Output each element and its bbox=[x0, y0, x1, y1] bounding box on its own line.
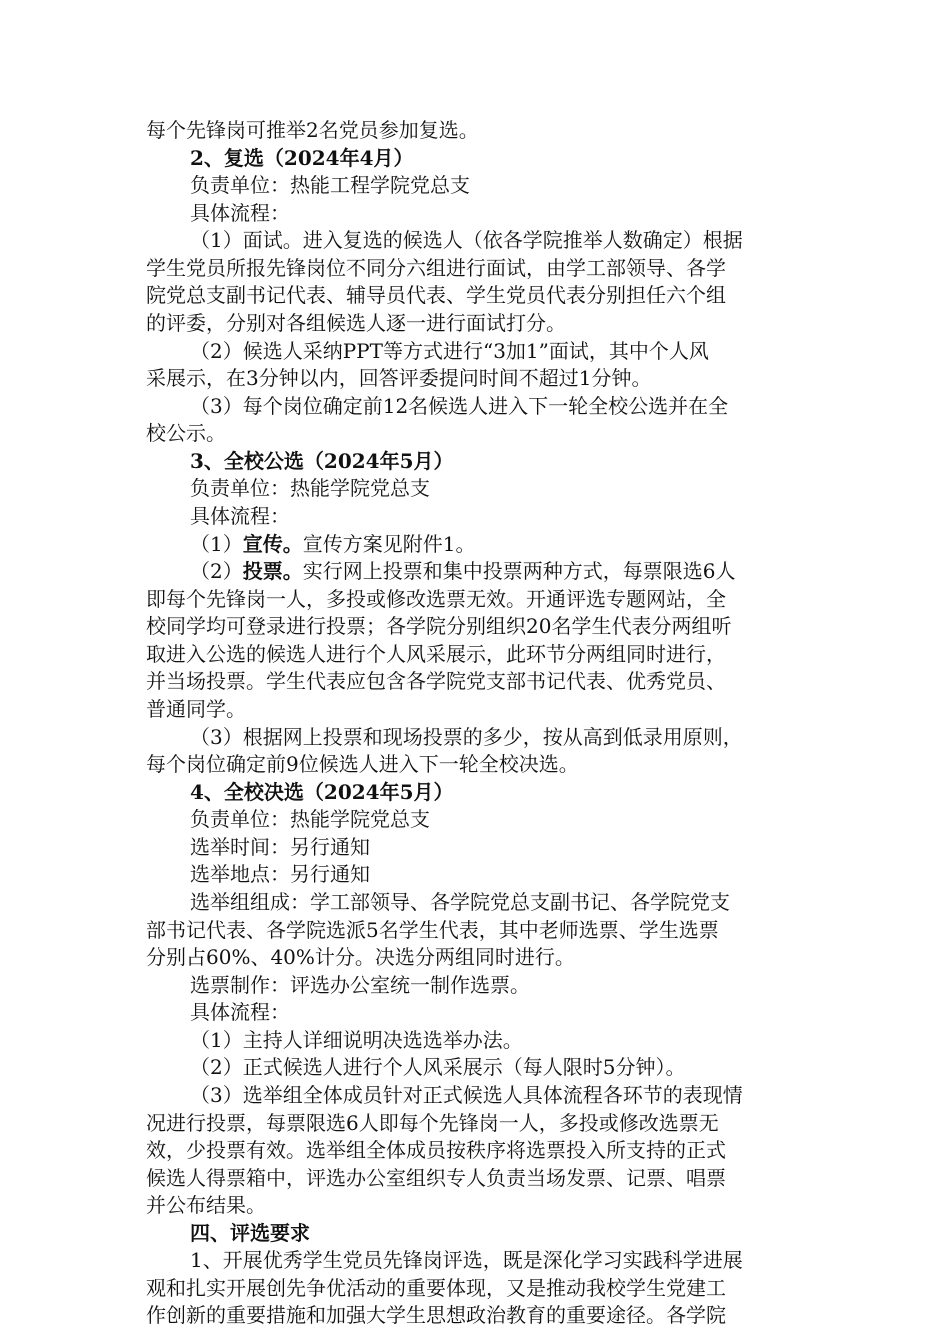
text-line: （2）正式候选人进行个人风采展示（每人限时5分钟）。 bbox=[190, 1055, 686, 1080]
text-line: 选举地点：另行通知 bbox=[190, 862, 370, 887]
text-line: （3）选举组全体成员针对正式候选人具体流程各环节的表现情 bbox=[190, 1082, 743, 1107]
section-heading: 2、复选（2024年4月） bbox=[190, 145, 414, 170]
text-line: （3）根据网上投票和现场投票的多少，按从高到低录用原则， bbox=[190, 724, 743, 749]
text-line bbox=[190, 558, 735, 586]
text-line: （1）面试。进入复选的候选人（依各学院推举人数确定）根据 bbox=[190, 228, 743, 253]
text-line: 每个先锋岗可推举2名党员参加复选。 bbox=[146, 118, 479, 142]
section-heading: 3、全校公选（2024年5月） bbox=[190, 448, 454, 473]
text-line: （1）主持人详细说明决选选举办法。 bbox=[190, 1027, 523, 1052]
text-line: 具体流程： bbox=[190, 1000, 290, 1025]
text-line: 分别占60%、40%计分。决选分两组同时进行。 bbox=[146, 945, 575, 969]
text-line: 选票制作：评选办公室统一制作选票。 bbox=[190, 972, 530, 997]
text-line: 并当场投票。学生代表应包含各学院党支部书记代表、优秀党员、 bbox=[146, 669, 726, 694]
step-keyword: 投票。 bbox=[242, 559, 303, 584]
text-line: 院党总支副书记代表、辅导员代表、学生党员代表分别担任六个组 bbox=[146, 283, 726, 308]
text-line: 候选人得票箱中，评选办公室组织专人负责当场发票、记票、唱票 bbox=[146, 1165, 726, 1190]
text-line: 普通同学。 bbox=[146, 696, 246, 721]
step-number: （2） bbox=[190, 559, 243, 584]
text-line: 况进行投票，每票限选6人即每个先锋岗一人，多投或修改选票无 bbox=[146, 1110, 719, 1135]
text-line bbox=[190, 531, 475, 559]
text-line: 观和扎实开展创先争优活动的重要体现，又是推动我校学生党建工 bbox=[146, 1275, 726, 1300]
text-line: 每个岗位确定前9位候选人进入下一轮全校决选。 bbox=[146, 752, 579, 777]
section-heading: 4、全校决选（2024年5月） bbox=[190, 779, 454, 804]
text-line: 的评委，分别对各组候选人逐一进行面试打分。 bbox=[146, 311, 566, 335]
text-line: 校公示。 bbox=[146, 421, 226, 446]
text-line: 取进入公选的候选人进行个人风采展示，此环节分两组同时进行， bbox=[146, 641, 726, 666]
section-heading: 四、评选要求 bbox=[190, 1220, 310, 1245]
text-line: （2）候选人采纳PPT等方式进行“3加1”面试，其中个人风 bbox=[190, 338, 709, 363]
text-line: 部书记代表、各学院选派5名学生代表，其中老师选票、学生选票 bbox=[146, 917, 719, 942]
text-line: 选举组组成：学工部领导、各学院党总支副书记、各学院党支 bbox=[190, 889, 730, 914]
text-line: 负责单位：热能学院党总支 bbox=[190, 807, 430, 832]
step-text: 宣传方案见附件1。 bbox=[302, 531, 476, 556]
text-line: 并公布结果。 bbox=[146, 1193, 266, 1218]
text-line: 校同学均可登录进行投票；各学院分别组织20名学生代表分两组听 bbox=[146, 614, 732, 639]
text-line: （3）每个岗位确定前12名候选人进入下一轮全校公选并在全 bbox=[190, 393, 729, 418]
step-text: 实行网上投票和集中投票两种方式，每票限选6人 bbox=[302, 559, 736, 584]
text-line: 即每个先锋岗一人，多投或修改选票无效。开通评选专题网站，全 bbox=[146, 586, 726, 611]
text-line: 负责单位：热能学院党总支 bbox=[190, 476, 430, 501]
text-line: 效，少投票有效。选举组全体成员按秩序将选票投入所支持的正式 bbox=[146, 1138, 726, 1162]
text-line: 作创新的重要措施和加强大学生思想政治教育的重要途径。各学院 bbox=[146, 1303, 726, 1328]
text-line: 具体流程： bbox=[190, 200, 290, 225]
text-line: 选举时间：另行通知 bbox=[190, 834, 370, 859]
step-keyword: 宣传。 bbox=[242, 531, 303, 556]
text-line: 1、开展优秀学生党员先锋岗评选，既是深化学习实践科学进展 bbox=[190, 1248, 743, 1273]
text-line: 学生党员所报先锋岗位不同分六组进行面试，由学工部领导、各学 bbox=[146, 255, 726, 280]
text-line: 采展示，在3分钟以内，回答评委提问时间不超过1分钟。 bbox=[146, 366, 652, 391]
text-line: 负责单位：热能工程学院党总支 bbox=[190, 173, 470, 198]
text-line: 具体流程： bbox=[190, 504, 290, 528]
step-number: （1） bbox=[190, 531, 243, 556]
